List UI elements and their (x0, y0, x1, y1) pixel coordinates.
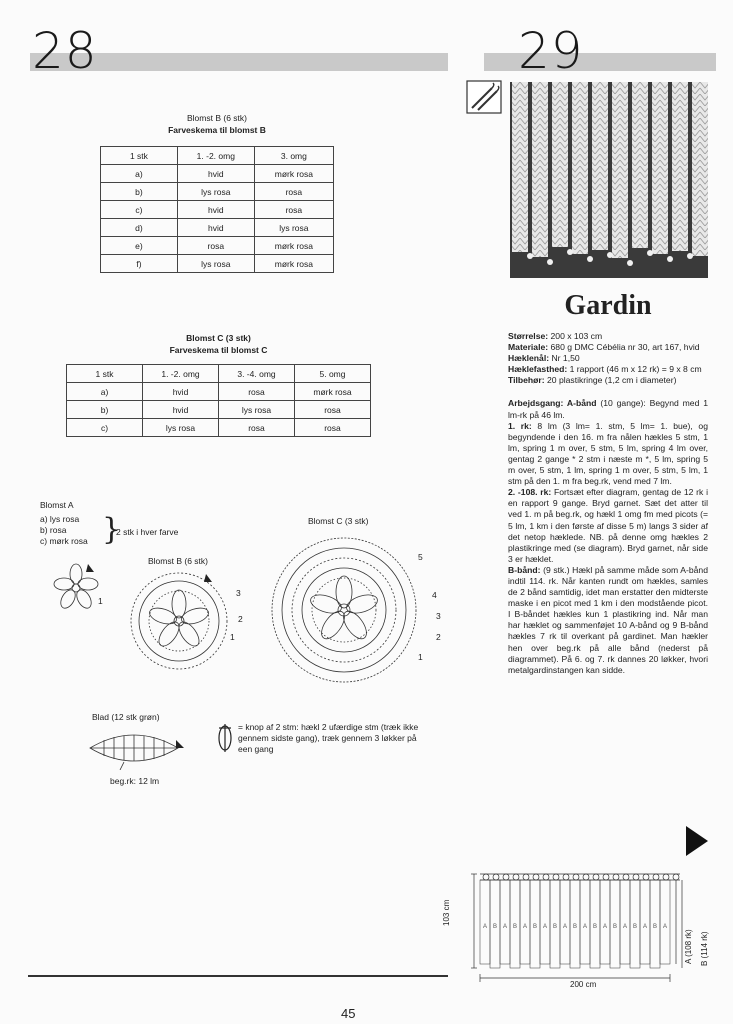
schematic-label-a: A (108 rk) (684, 929, 693, 964)
schematic-strip-letter-b: B (613, 924, 618, 930)
schematic-strip-letter-a: A (583, 924, 588, 930)
table-cell: 1 stk (67, 365, 143, 383)
blomst-c-label-1: 1 (418, 652, 423, 662)
table-c-caption-2: Farveskema til blomst C (169, 345, 268, 355)
blomst-a-note: 2 stk i hver farve (116, 527, 179, 537)
schematic-label-200: 200 cm (570, 980, 597, 989)
schematic-strip-letter-a: A (663, 924, 668, 930)
blomst-a-item: a) lys rosa (40, 514, 80, 524)
table-cell: hvid (143, 383, 219, 401)
schematic-label-103: 103 cm (442, 899, 451, 926)
schematic-strip-letter-b: B (593, 924, 598, 930)
table-c (66, 364, 371, 437)
table-cell: hvid (177, 201, 254, 219)
blomst-b-label-2: 2 (238, 614, 243, 624)
schematic-strip-letter-a: A (643, 924, 648, 930)
table-cell: 3. -4. omg (219, 365, 295, 383)
blad-diagram (84, 726, 184, 770)
schematic-strip-letter-b: B (493, 924, 498, 930)
gardin-specs: Størrelse: 200 x 103 cm Materiale: 680 g DMC Cébélia nr 30, art 167, hvid Hæklenål: Nr 1,50 Hæklefasthed: 1 rapport (46 m x 12 rk) = 9 x 8 cm Tilbehør: 20 plastikringe (1,2 cm i diameter) (508, 331, 702, 386)
table-cell: lys rosa (219, 401, 295, 419)
blomst-c-label-4: 4 (432, 590, 437, 600)
blomst-b-label-3: 3 (236, 588, 241, 598)
table-cell: lys rosa (177, 183, 254, 201)
schematic-strip-letter-b: B (633, 924, 638, 930)
blomst-b-diagram (126, 568, 232, 674)
table-row (101, 255, 334, 273)
schematic-strip-letter-a: A (503, 924, 508, 930)
table-c-caption-1: Blomst C (3 stk) (186, 333, 251, 343)
blomst-b-label-1: 1 (230, 632, 235, 642)
schematic-label-b: B (114 rk) (700, 931, 709, 966)
table-cell: f) (101, 255, 178, 273)
table-row (67, 401, 371, 419)
page-number-right: 29 (518, 22, 584, 80)
table-row (101, 201, 334, 219)
knop-symbol-icon (216, 722, 234, 754)
table-cell: 1. -2. omg (177, 147, 254, 165)
table-b-caption-2: Farveskema til blomst B (168, 125, 266, 135)
schematic-strip-letter-a: A (563, 924, 568, 930)
schematic-strip-letter-b: B (553, 924, 558, 930)
crochet-hook-icon (466, 80, 502, 114)
schematic-strip-letter-b: B (513, 924, 518, 930)
table-cell: lys rosa (177, 255, 254, 273)
gardin-text (508, 331, 708, 685)
table-cell: a) (101, 165, 178, 183)
gardin-instructions: Arbejdsgang: A-bånd (10 gange): Begynd med 1 lm-rk på 46 lm. 1. rk: 8 lm (3 lm= 1. stm, 5 lm= 1. bue), og begyndende i den 16. m fra nålen hækles 5 stm, 1 lm, spring 1 m over, 5 stm, 5 lm, spring 4 lm over, gentag 2 gange * 2 stm i næste m *, 5 lm, spring 5 m over, 5 stm, 1 lm, spring 1 m over, 5 stm, 5 lm, 1 stm på den 1. m fra beg.rk, vend med 7 lm. 2. -108. rk: Fortsæt efter diagram, gentag de 12 rk i en rapport 9 gange. Bryd garnet. Sæt det atter til ved 1. m på beg.rk, og hækl 1 omg fm med picots (= 5 lm, 1 km i den første af disse 5 m) langs 3 sider af det netop hæklede. NB. på denne omg hækles 2 plastikringe med (se diagram). Bryd garnet, når side 3 er hæklet. B-bånd: (9 stk.) Hækl på samme måde som A-bånd indtil 114. rk. Når kanten rundt om hækles, samles de 2 bånd samtidig, idet man erstatter den midterste maske i en picot med 1 km i den modstående picot. I B-båndet hækles kun 1 plastikring ind. Når man har hæklet og sammenføjet 10 A-bånd og 9 B-bånd hækles 7 rk til overkant på gardinet. Man hækler hen over beg.rk på alle bånd (nederst på diagrammet). På 6. og 7. rk dannes 20 løkker, hvori metalgardinstangen kan sidde. (508, 398, 708, 675)
table-cell: rosa (254, 183, 333, 201)
blomst-a-item: b) rosa (40, 525, 67, 535)
blomst-a-item: c) mørk rosa (40, 536, 88, 546)
gardin-title: Gardin (564, 290, 652, 321)
knop-text: = knop af 2 stm: hækl 2 ufærdige stm (træk ikke gennem sidste gang), træk gennem 3 løkker på een gang (238, 722, 419, 754)
curtain-photo (510, 82, 708, 278)
schematic-strip-letter-b: B (533, 924, 538, 930)
table-cell: c) (101, 201, 178, 219)
brace-icon: } (102, 512, 122, 547)
table-cell: 1 stk (101, 147, 178, 165)
table-cell: rosa (177, 237, 254, 255)
table-cell: 5. omg (295, 365, 371, 383)
table-b (100, 146, 334, 273)
table-cell: hvid (177, 219, 254, 237)
blomst-b-title: Blomst B (6 stk) (148, 556, 208, 566)
table-cell: mørk rosa (295, 383, 371, 401)
page-number-left: 28 (32, 22, 98, 80)
table-row (101, 183, 334, 201)
blomst-c-label-2: 2 (436, 632, 441, 642)
blad-title: Blad (12 stk grøn) (92, 712, 160, 722)
table-cell: a) (67, 383, 143, 401)
table-c-caption (66, 332, 371, 356)
table-cell: b) (67, 401, 143, 419)
schematic-strip-letter-a: A (623, 924, 628, 930)
table-cell: rosa (254, 201, 333, 219)
continue-arrow-icon (686, 826, 708, 856)
footer-rule (28, 975, 448, 977)
table-cell: hvid (177, 165, 254, 183)
table-cell: c) (67, 419, 143, 437)
schematic-strip-letter-a: A (543, 924, 548, 930)
blomst-c-title: Blomst C (3 stk) (308, 516, 369, 526)
table-cell: rosa (219, 383, 295, 401)
table-b-header (101, 147, 334, 165)
table-cell: mørk rosa (254, 237, 333, 255)
table-b-caption-1: Blomst B (6 stk) (187, 113, 247, 123)
blomst-c-diagram (266, 532, 422, 688)
table-cell: 1. -2. omg (143, 365, 219, 383)
schematic-strip-letter-b: B (573, 924, 578, 930)
blad-begrk: beg.rk: 12 lm (110, 776, 160, 786)
schematic-strip-letter-a: A (523, 924, 528, 930)
table-cell: rosa (219, 419, 295, 437)
table-cell: rosa (295, 401, 371, 419)
table-c-header (67, 365, 371, 383)
table-row (67, 419, 371, 437)
table-cell: rosa (295, 419, 371, 437)
table-row (101, 165, 334, 183)
blomst-c-label-3: 3 (436, 611, 441, 621)
table-b-caption (100, 112, 334, 136)
table-cell: d) (101, 219, 178, 237)
schematic-strip-letter-b: B (653, 924, 658, 930)
blomst-c-label-5: 5 (418, 552, 423, 562)
table-row (101, 237, 334, 255)
footer-page-number: 45 (341, 1006, 356, 1021)
blomst-a-label-1: 1 (98, 596, 103, 606)
table-cell: b) (101, 183, 178, 201)
table-cell: 3. omg (254, 147, 333, 165)
schematic-strip-letter-a: A (483, 924, 488, 930)
table-cell: e) (101, 237, 178, 255)
table-cell: mørk rosa (254, 165, 333, 183)
table-cell: mørk rosa (254, 255, 333, 273)
table-cell: hvid (143, 401, 219, 419)
table-row (101, 219, 334, 237)
table-cell: lys rosa (143, 419, 219, 437)
table-row (67, 383, 371, 401)
table-cell: lys rosa (254, 219, 333, 237)
schematic-strip-letter-a: A (603, 924, 608, 930)
blomst-a-title: Blomst A (40, 500, 74, 510)
